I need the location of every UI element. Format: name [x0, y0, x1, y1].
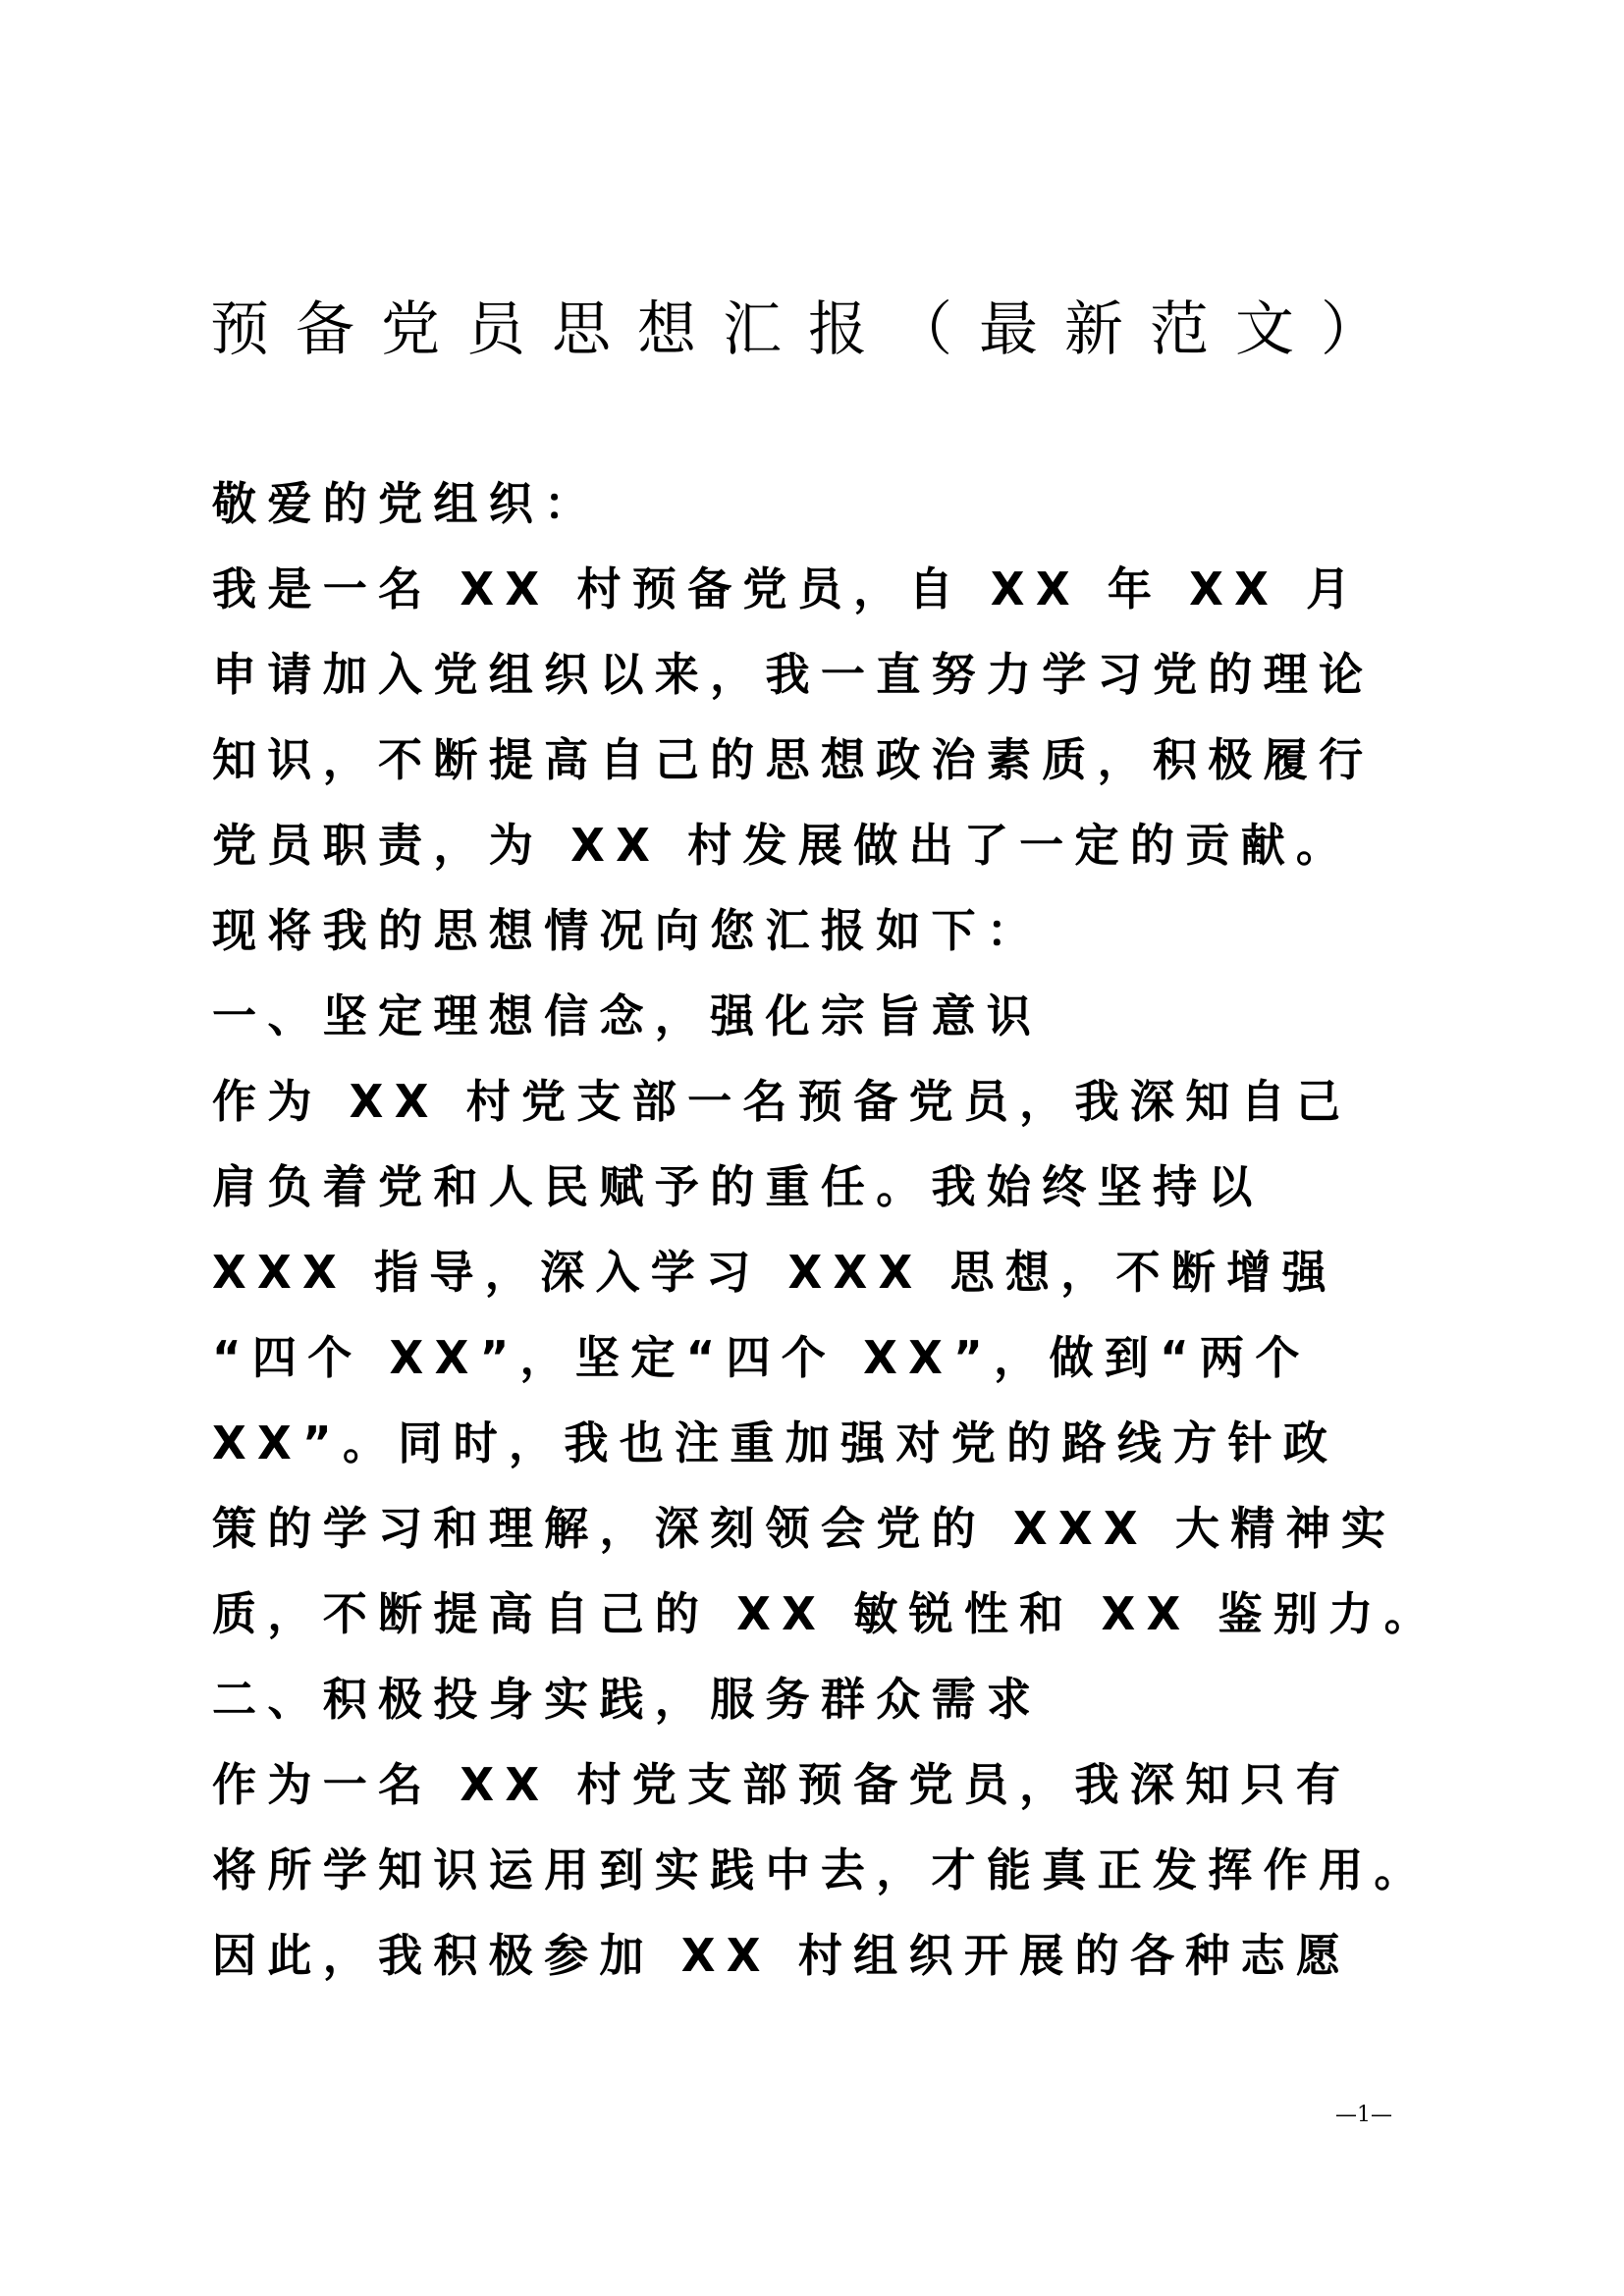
section-heading-2: 二、积极投身实践，服务群众需求 [212, 1673, 1043, 1726]
section-heading-1: 一、坚定理想信念，强化宗旨意识 [212, 989, 1043, 1042]
body-line: 知识，不断提高自己的思想政治素质，积极履行 [212, 733, 1375, 786]
body-line: 作为一名 XX 村党支部预备党员，我深知只有 [212, 1758, 1352, 1811]
body-line: 现将我的思想情况向您汇报如下： [212, 904, 1043, 957]
body-line: 我是一名 XX 村预备党员，自 XX 年 XX 月 [212, 562, 1362, 615]
salutation: 敬爱的党组织： [212, 477, 600, 530]
body-line: XX”。同时，我也注重加强对党的路线方针政 [212, 1416, 1339, 1469]
body-line: 党员职责，为 XX 村发展做出了一定的贡献。 [212, 819, 1352, 872]
body-line: 质，不断提高自己的 XX 敏锐性和 XX 鉴别力。 [212, 1587, 1439, 1640]
body-line: 将所学知识运用到实践中去，才能真正发挥作用。 [212, 1843, 1430, 1896]
body-line: 因此，我积极参加 XX 村组织开展的各种志愿 [212, 1929, 1352, 1982]
body-line: 申请加入党组织以来，我一直努力学习党的理论 [212, 648, 1375, 701]
page-number: —1— [1335, 2103, 1392, 2127]
body-line: XXX 指导，深入学习 XXX 思想，不断增强 [212, 1246, 1337, 1299]
body-line: 作为 XX 村党支部一名预备党员，我深知自己 [212, 1075, 1352, 1128]
body-line: 肩负着党和人民赋予的重任。我始终坚持以 [212, 1160, 1264, 1213]
body-line: “四个 XX”，坚定“四个 XX”，做到“两个 [212, 1331, 1311, 1384]
document-title: 预备党员思想汇报（最新范文） [210, 295, 1406, 364]
document-body [212, 471, 1489, 2008]
body-line: 策的学习和理解，深刻领会党的 XXX 大精神实 [212, 1502, 1397, 1555]
